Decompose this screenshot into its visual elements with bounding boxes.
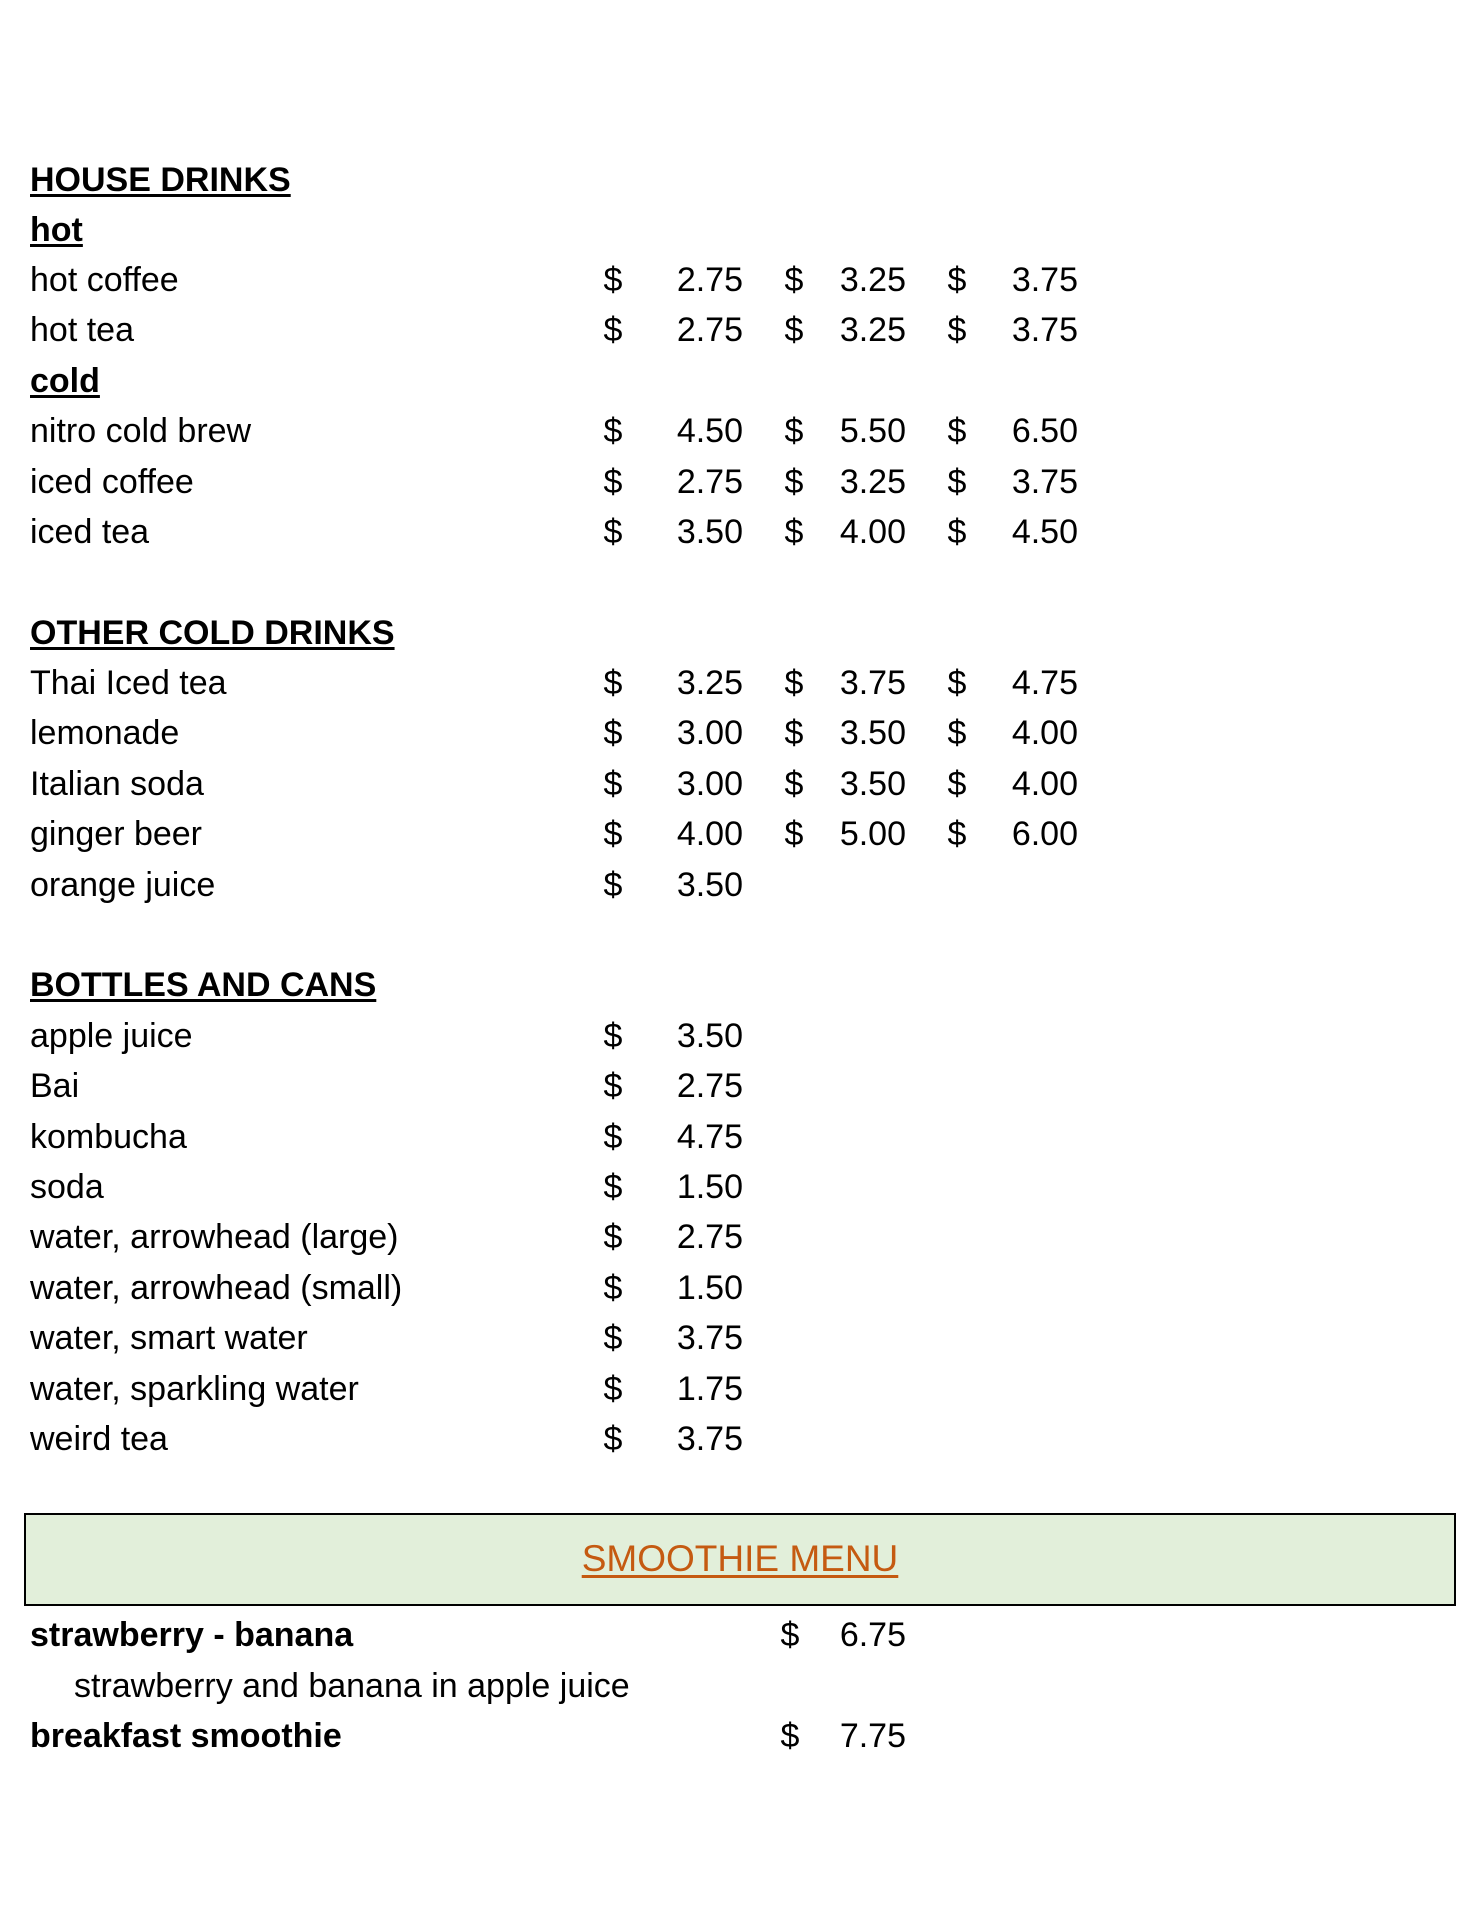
currency-symbol: $ bbox=[603, 1118, 623, 1156]
currency-symbol: $ bbox=[603, 1269, 623, 1307]
currency-symbol: $ bbox=[780, 1616, 800, 1654]
currency-symbol: $ bbox=[603, 513, 623, 551]
section-other-cold-drinks bbox=[0, 608, 1484, 658]
price-large: 6.00 bbox=[1011, 815, 1078, 853]
price: 3.50 bbox=[676, 1017, 743, 1055]
currency-symbol: $ bbox=[603, 1067, 623, 1105]
price-large: 3.75 bbox=[1011, 463, 1078, 501]
price-medium: 3.25 bbox=[839, 463, 906, 501]
item-name: apple juice bbox=[30, 1017, 193, 1055]
currency-symbol: $ bbox=[784, 815, 804, 853]
price-medium: 3.50 bbox=[839, 714, 906, 752]
price-small: 2.75 bbox=[676, 261, 743, 299]
price: 4.75 bbox=[676, 1118, 743, 1156]
currency-symbol: $ bbox=[603, 1218, 623, 1256]
price-medium: 3.50 bbox=[839, 765, 906, 803]
currency-symbol: $ bbox=[947, 261, 967, 299]
currency-symbol: $ bbox=[784, 463, 804, 501]
currency-symbol: $ bbox=[947, 311, 967, 349]
currency-symbol: $ bbox=[784, 765, 804, 803]
menu-item-bai bbox=[0, 1061, 1484, 1111]
menu-item-italian-soda bbox=[0, 759, 1484, 809]
item-description: strawberry and banana in apple juice bbox=[74, 1667, 630, 1705]
price-large: 4.50 bbox=[1011, 513, 1078, 551]
section-title: HOUSE DRINKS bbox=[30, 161, 291, 199]
smoothie-item-description bbox=[0, 1661, 1484, 1711]
item-name: nitro cold brew bbox=[30, 412, 252, 450]
item-name: breakfast smoothie bbox=[30, 1717, 342, 1755]
currency-symbol: $ bbox=[784, 311, 804, 349]
price: 1.50 bbox=[676, 1168, 743, 1206]
currency-symbol: $ bbox=[784, 261, 804, 299]
price-small: 3.00 bbox=[676, 714, 743, 752]
price: 3.75 bbox=[676, 1319, 743, 1357]
price: 1.75 bbox=[676, 1370, 743, 1408]
item-name: Italian soda bbox=[30, 765, 204, 803]
price-medium: 3.25 bbox=[839, 311, 906, 349]
smoothie-item-breakfast-smoothie bbox=[0, 1711, 1484, 1761]
item-name: kombucha bbox=[30, 1118, 187, 1156]
menu-item-thai-iced-tea bbox=[0, 658, 1484, 708]
price-small: 3.00 bbox=[676, 765, 743, 803]
currency-symbol: $ bbox=[603, 1168, 623, 1206]
subsection-hot bbox=[0, 205, 1484, 255]
menu-item-water-arrowhead-small bbox=[0, 1263, 1484, 1313]
subsection-cold bbox=[0, 356, 1484, 406]
price: 2.75 bbox=[676, 1067, 743, 1105]
currency-symbol: $ bbox=[784, 412, 804, 450]
currency-symbol: $ bbox=[603, 412, 623, 450]
currency-symbol: $ bbox=[603, 1420, 623, 1458]
menu-item-hot-coffee bbox=[0, 255, 1484, 305]
currency-symbol: $ bbox=[603, 866, 623, 904]
price-medium: 5.50 bbox=[839, 412, 906, 450]
section-bottles-and-cans bbox=[0, 960, 1484, 1010]
price-small: 3.50 bbox=[676, 513, 743, 551]
menu-item-ginger-beer bbox=[0, 809, 1484, 859]
currency-symbol: $ bbox=[603, 1370, 623, 1408]
currency-symbol: $ bbox=[603, 714, 623, 752]
item-name: Bai bbox=[30, 1067, 80, 1105]
subsection-title: hot bbox=[30, 211, 83, 249]
menu-item-kombucha bbox=[0, 1112, 1484, 1162]
price-large: 4.00 bbox=[1011, 714, 1078, 752]
menu-item-water-smart-water bbox=[0, 1313, 1484, 1363]
currency-symbol: $ bbox=[784, 714, 804, 752]
item-name: iced tea bbox=[30, 513, 150, 551]
menu-item-nitro-cold-brew bbox=[0, 406, 1484, 456]
price-medium: 4.00 bbox=[839, 513, 906, 551]
item-name: water, smart water bbox=[30, 1319, 308, 1357]
price-large: 4.75 bbox=[1011, 664, 1078, 702]
smoothie-item-strawberry-banana bbox=[0, 1610, 1484, 1660]
menu-item-iced-tea bbox=[0, 507, 1484, 557]
menu-item-iced-coffee bbox=[0, 457, 1484, 507]
section-house-drinks bbox=[0, 155, 1484, 205]
item-name: iced coffee bbox=[30, 463, 194, 501]
price-medium: 3.25 bbox=[839, 261, 906, 299]
price: 6.75 bbox=[839, 1616, 906, 1654]
price: 7.75 bbox=[839, 1717, 906, 1755]
price-small: 3.25 bbox=[676, 664, 743, 702]
currency-symbol: $ bbox=[603, 463, 623, 501]
item-name: orange juice bbox=[30, 866, 216, 904]
price: 2.75 bbox=[676, 1218, 743, 1256]
price-large: 6.50 bbox=[1011, 412, 1078, 450]
menu-item-hot-tea bbox=[0, 305, 1484, 355]
menu-item-orange-juice bbox=[0, 860, 1484, 910]
menu-item-water-sparkling-water bbox=[0, 1364, 1484, 1414]
item-name: ginger beer bbox=[30, 815, 203, 853]
item-name: weird tea bbox=[30, 1420, 168, 1458]
price-small: 4.00 bbox=[676, 815, 743, 853]
currency-symbol: $ bbox=[947, 765, 967, 803]
currency-symbol: $ bbox=[947, 412, 967, 450]
item-name: soda bbox=[30, 1168, 104, 1206]
price-medium: 3.75 bbox=[839, 664, 906, 702]
currency-symbol: $ bbox=[603, 261, 623, 299]
currency-symbol: $ bbox=[603, 765, 623, 803]
currency-symbol: $ bbox=[947, 714, 967, 752]
menu-item-apple-juice bbox=[0, 1011, 1484, 1061]
currency-symbol: $ bbox=[947, 463, 967, 501]
menu-item-weird-tea bbox=[0, 1414, 1484, 1464]
price-large: 3.75 bbox=[1011, 261, 1078, 299]
price-medium: 5.00 bbox=[839, 815, 906, 853]
smoothie-menu-title: SMOOTHIE MENU bbox=[581, 1538, 899, 1579]
item-name: lemonade bbox=[30, 714, 180, 752]
currency-symbol: $ bbox=[784, 513, 804, 551]
item-name: hot coffee bbox=[30, 261, 179, 299]
subsection-title: cold bbox=[30, 362, 100, 400]
item-name: water, sparkling water bbox=[30, 1370, 359, 1408]
currency-symbol: $ bbox=[603, 1017, 623, 1055]
currency-symbol: $ bbox=[947, 513, 967, 551]
currency-symbol: $ bbox=[947, 815, 967, 853]
section-title: BOTTLES AND CANS bbox=[30, 966, 377, 1004]
currency-symbol: $ bbox=[603, 1319, 623, 1357]
currency-symbol: $ bbox=[603, 815, 623, 853]
price-large: 4.00 bbox=[1011, 765, 1078, 803]
currency-symbol: $ bbox=[784, 664, 804, 702]
menu-item-soda bbox=[0, 1162, 1484, 1212]
item-name: Thai Iced tea bbox=[30, 664, 227, 702]
currency-symbol: $ bbox=[780, 1717, 800, 1755]
item-name: strawberry - banana bbox=[30, 1616, 354, 1654]
smoothie-menu-banner bbox=[24, 1513, 1456, 1606]
currency-symbol: $ bbox=[947, 664, 967, 702]
currency-symbol: $ bbox=[603, 664, 623, 702]
price-small: 2.75 bbox=[676, 463, 743, 501]
menu-item-lemonade bbox=[0, 708, 1484, 758]
price-large: 3.75 bbox=[1011, 311, 1078, 349]
price-small: 4.50 bbox=[676, 412, 743, 450]
price: 3.50 bbox=[676, 866, 743, 904]
price: 1.50 bbox=[676, 1269, 743, 1307]
item-name: water, arrowhead (large) bbox=[30, 1218, 399, 1256]
price: 3.75 bbox=[676, 1420, 743, 1458]
currency-symbol: $ bbox=[603, 311, 623, 349]
price-small: 2.75 bbox=[676, 311, 743, 349]
item-name: hot tea bbox=[30, 311, 134, 349]
section-title: OTHER COLD DRINKS bbox=[30, 614, 395, 652]
menu-item-water-arrowhead-large bbox=[0, 1212, 1484, 1262]
item-name: water, arrowhead (small) bbox=[30, 1269, 403, 1307]
